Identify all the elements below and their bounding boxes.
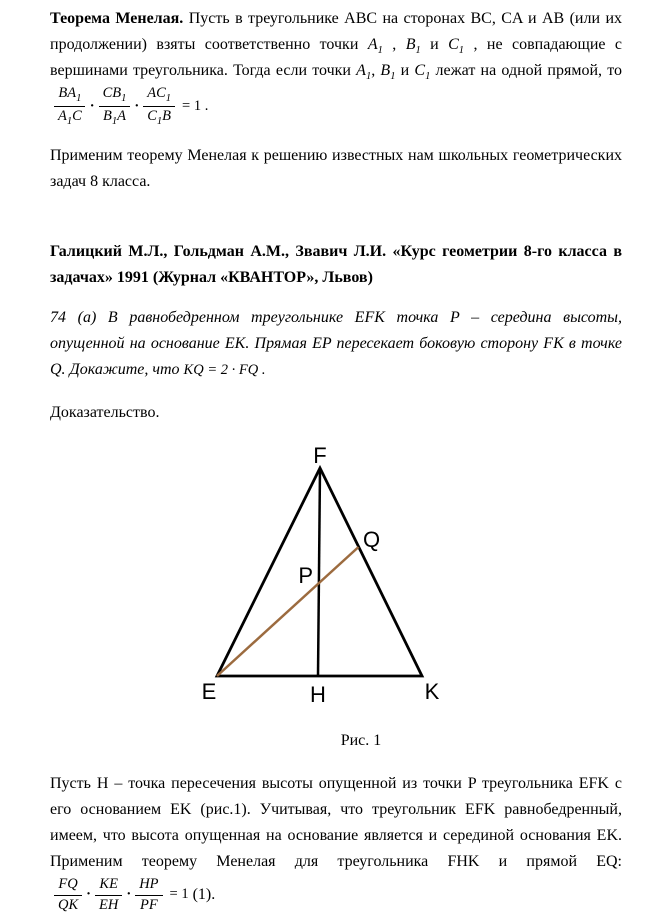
multiply-dot: ·: [86, 886, 91, 903]
multiply-dot: ·: [89, 97, 95, 114]
equation-number: (1).: [188, 886, 216, 904]
vertex-label-f: F: [313, 442, 327, 468]
separator: ,: [382, 36, 406, 53]
point-label-p: P: [298, 562, 313, 588]
reference-heading: Галицкий М.Л., Гольдман А.М., Звавич Л.И. «Курс геометрии 8-го класса в задачах» 1991 (Журнал «КВАНТОР», Львов): [50, 242, 622, 286]
final-paragraph: [50, 771, 622, 916]
fraction-hp-pf: $\frac{HP}{PF}$: [135, 877, 162, 914]
figure-triangle-efk: [170, 440, 470, 716]
fraction-1: $\frac{BA_1}{A_1C}$: [54, 86, 86, 128]
point-a1: $A_1$: [367, 36, 383, 57]
vertex-label-k: K: [424, 678, 440, 704]
menelaus-formula: [51, 86, 208, 128]
theorem-text-2: , не совпадающие с вершинами треугольника. Тогда если точки: [50, 36, 622, 79]
fraction-2: $\frac{CB_1}{B_1A}$: [99, 86, 131, 128]
fraction-fq-qk: $\frac{FQ}{QK}$: [54, 877, 82, 914]
point-c1: $C_1$: [414, 62, 431, 83]
point-c1: $C_1$: [448, 36, 465, 57]
separator: ,: [371, 62, 381, 79]
equals-one: = 1 .: [182, 97, 209, 114]
separator: и: [395, 62, 415, 79]
theorem-text-3: лежат на одной прямой, то: [430, 62, 623, 79]
kq-formula: KQ = 2 · FQ .: [183, 361, 266, 378]
separator: и: [420, 36, 449, 53]
figure-caption: Рис. 1: [340, 731, 382, 749]
theorem-text-1: Пусть в треугольнике ABC на сторонах BC, CA и AB (или их продолжении) взяты соответственно точки: [50, 10, 622, 53]
point-b1: $B_1$: [405, 36, 421, 57]
menelaus-application-formula: [51, 877, 215, 914]
point-label-q: Q: [363, 526, 381, 552]
fraction-ke-eh: $\frac{KE}{EH}$: [95, 877, 122, 914]
theorem-paragraph: [50, 6, 622, 130]
problem-paragraph: [50, 305, 622, 383]
multiply-dot: ·: [134, 97, 140, 114]
vertex-label-e: E: [201, 678, 217, 704]
theorem-title: Теорема Менелая.: [50, 10, 184, 27]
equals-one: = 1: [169, 886, 189, 903]
final-text: Пусть H – точка пересечения высоты опущенной из точки P треугольника EFK с его основанием EK (рис.1). Учитывая, что треугольник EFK равнобедренный, имеем, что высота опущенная на основание является и серединой основания EK. Применим теорему Менелая для треугольника FHK и прямой EQ:: [50, 774, 622, 870]
problem-text: 74 (а) В равнобедренном треугольнике EFK точка P – середина высоты, опущенной на основание EK. Прямая EP пересекает боковую сторону FK в точке Q. Докажите, что: [50, 308, 622, 378]
triangle-diagram: [170, 440, 470, 716]
line-eq: [217, 547, 359, 676]
apply-paragraph: Применим теорему Менелая к решению известных нам школьных геометрических задач 8 класса.: [50, 146, 622, 190]
multiply-dot: ·: [126, 886, 132, 903]
point-label-h: H: [310, 681, 326, 707]
fraction-3: $\frac{AC_1}{C_1B}$: [143, 86, 175, 128]
altitude-fh-line: [318, 468, 320, 676]
proof-label: Доказательство.: [50, 403, 160, 421]
point-a1: $A_1$: [356, 62, 372, 83]
point-b1: $B_1$: [380, 62, 396, 83]
